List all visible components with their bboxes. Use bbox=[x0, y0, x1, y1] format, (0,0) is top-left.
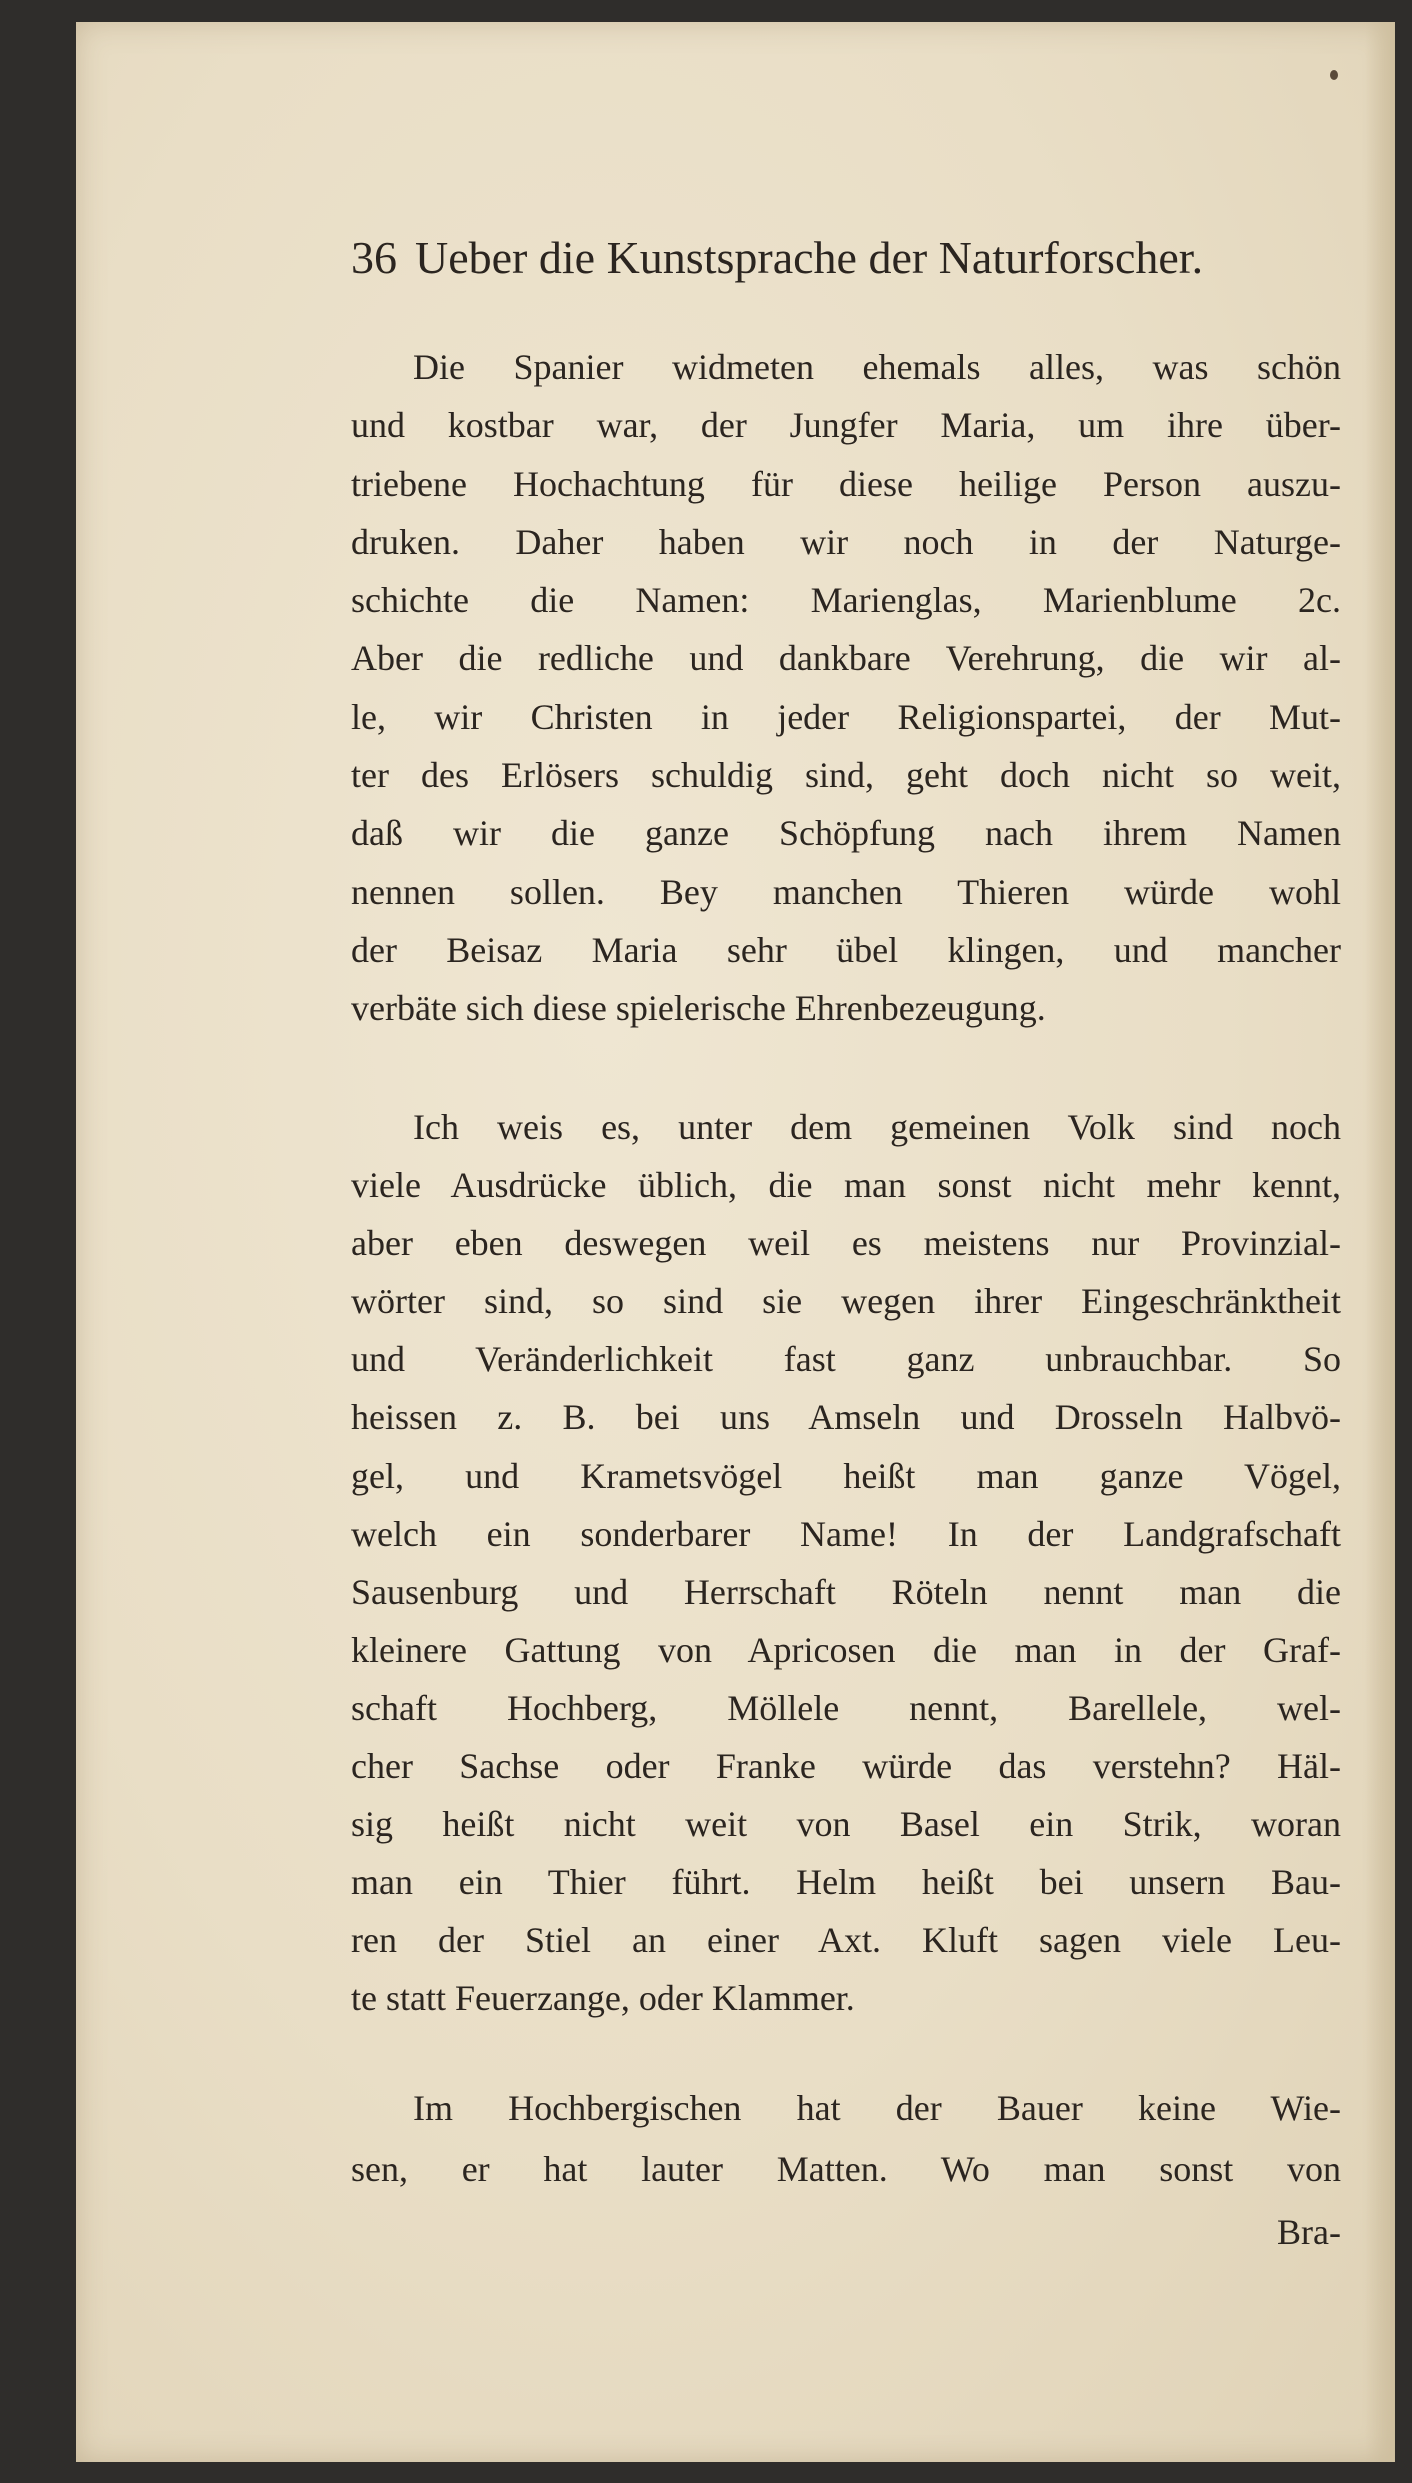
paragraph-1 bbox=[351, 338, 1341, 1038]
text-line: Sausenburg und Herrschaft Röteln nennt man die bbox=[351, 1571, 1341, 1612]
text-line: viele Ausdrücke üblich, die man sonst nicht mehr kennt, bbox=[351, 1165, 1341, 1206]
text-line: le, wir Christen in jeder Religionspartei, der Mut- bbox=[351, 696, 1341, 737]
text-line: druken. Daher haben wir noch in der Naturge- bbox=[351, 521, 1341, 562]
page-edge bbox=[1365, 22, 1395, 2462]
text-line: triebene Hochachtung für diese heilige Person auszu- bbox=[351, 463, 1341, 504]
text-line: ter des Erlösers schuldig sind, geht doch nicht so weit, bbox=[351, 755, 1341, 796]
text-line: schaft Hochberg, Möllele nennt, Barellele, wel- bbox=[351, 1687, 1341, 1728]
text-line: daß wir die ganze Schöpfung nach ihrem Namen bbox=[351, 813, 1341, 854]
text-line: und kostbar war, der Jungfer Maria, um ihre über- bbox=[351, 405, 1341, 446]
paragraph-2 bbox=[351, 1098, 1341, 2028]
text-line: Ich weis es, unter dem gemeinen Volk sind noch bbox=[413, 1107, 1341, 1147]
text-line: cher Sachse oder Franke würde das verstehn? Häl- bbox=[351, 1746, 1341, 1787]
catchword: Bra- bbox=[1277, 2212, 1341, 2252]
text-line: heissen z. B. bei uns Amseln und Drosseln Halbvö- bbox=[351, 1397, 1341, 1438]
text-line: ren der Stiel an einer Axt. Kluft sagen viele Leu- bbox=[351, 1920, 1341, 1961]
text-line: der Beisaz Maria sehr übel klingen, und mancher bbox=[351, 929, 1341, 970]
ink-spot bbox=[1330, 70, 1338, 80]
text-line: Im Hochbergischen hat der Bauer keine Wie- bbox=[413, 2088, 1341, 2128]
text-line: nennen sollen. Bey manchen Thieren würde wohl bbox=[351, 871, 1341, 912]
text-line: kleinere Gattung von Apricosen die man in der Graf- bbox=[351, 1629, 1341, 1670]
text-line: Die Spanier widmeten ehemals alles, was schön bbox=[413, 347, 1341, 387]
text-line: welch ein sonderbarer Name! In der Landgrafschaft bbox=[351, 1513, 1341, 1554]
page-number: 36 bbox=[351, 232, 397, 283]
text-line: Aber die redliche und dankbare Verehrung, die wir al- bbox=[351, 638, 1341, 679]
text-line: man ein Thier führt. Helm heißt bei unsern Bau- bbox=[351, 1862, 1341, 1903]
text-line: und Veränderlichkeit fast ganz unbrauchbar. So bbox=[351, 1339, 1341, 1380]
text-line: wörter sind, so sind sie wegen ihrer Eingeschränktheit bbox=[351, 1281, 1341, 1322]
text-line: sig heißt nicht weit von Basel ein Strik, woran bbox=[351, 1804, 1341, 1845]
paragraph-3 bbox=[351, 2078, 1341, 2200]
text-line: schichte die Namen: Marienglas, Marienblume 2c. bbox=[351, 580, 1341, 621]
text-line: sen, er hat lauter Matten. Wo man sonst von bbox=[351, 2149, 1341, 2189]
text-line: te statt Feuerzange, oder Klammer. bbox=[351, 1978, 855, 2019]
running-title: Ueber die Kunstsprache der Naturforscher. bbox=[415, 232, 1204, 283]
text-line: gel, und Krametsvögel heißt man ganze Vögel, bbox=[351, 1455, 1341, 1496]
running-header bbox=[351, 228, 1341, 288]
text-line: verbäte sich diese spielerische Ehrenbezeugung. bbox=[351, 988, 1046, 1029]
text-line: aber eben deswegen weil es meistens nur Provinzial- bbox=[351, 1223, 1341, 1264]
